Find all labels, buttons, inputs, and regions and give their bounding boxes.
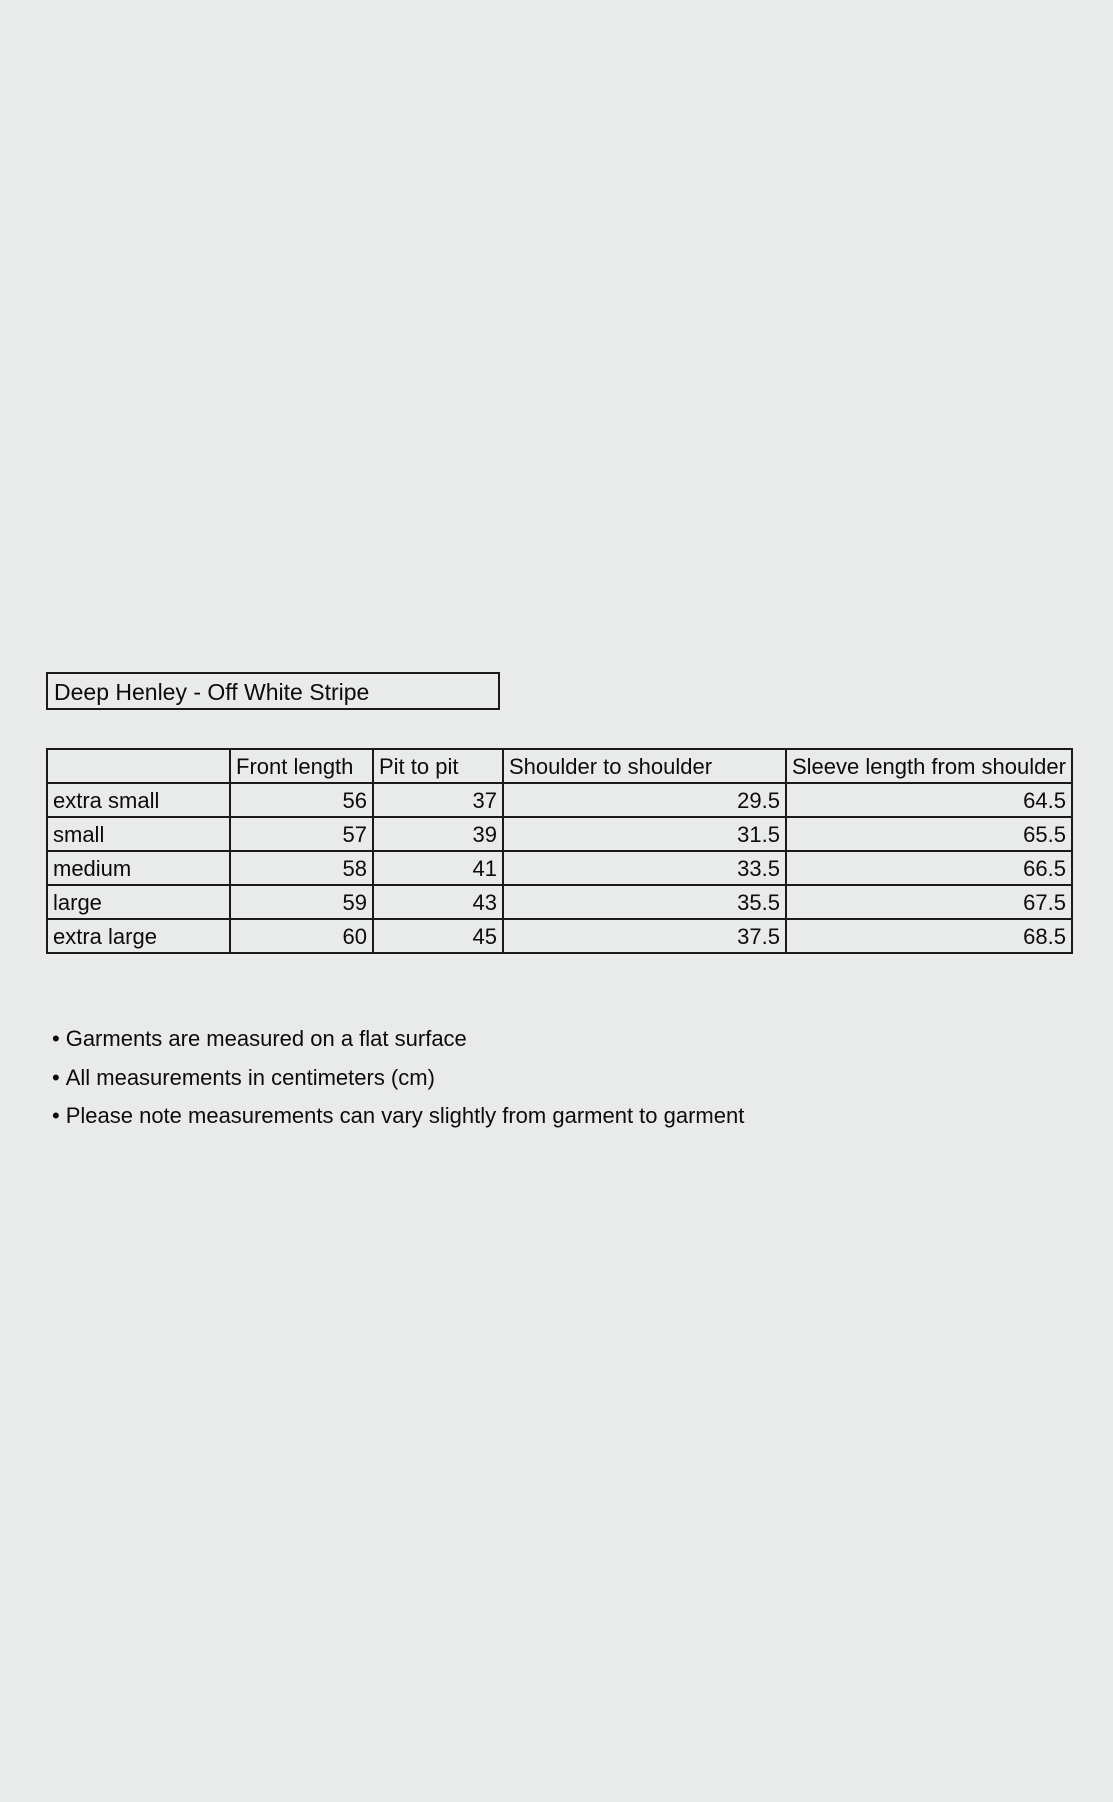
sleeve-value: 66.5: [786, 851, 1072, 885]
table-header-row: [47, 749, 1072, 783]
product-title: Deep Henley - Off White Stripe: [46, 672, 500, 710]
pit-to-pit-value: 43: [373, 885, 503, 919]
sleeve-value: 65.5: [786, 817, 1072, 851]
front-length-value: 59: [230, 885, 373, 919]
sleeve-value: 64.5: [786, 783, 1072, 817]
note-item: [52, 1020, 744, 1059]
table-row: [47, 783, 1072, 817]
header-pit-to-pit: Pit to pit: [373, 749, 503, 783]
measurement-notes: [52, 1020, 744, 1136]
shoulder-value: 37.5: [503, 919, 786, 953]
pit-to-pit-value: 41: [373, 851, 503, 885]
table-row: [47, 885, 1072, 919]
note-text: All measurements in centimeters (cm): [65, 1064, 435, 1090]
note-text: Garments are measured on a flat surface: [65, 1026, 467, 1051]
front-length-value: 56: [230, 783, 373, 817]
size-label: medium: [47, 851, 230, 885]
note-text: Please note measurements can vary slightly from garment to garment: [65, 1103, 745, 1128]
note-item: [52, 1059, 744, 1098]
sleeve-value: 68.5: [786, 919, 1072, 953]
size-chart-table: [46, 748, 1073, 954]
size-label: small: [47, 817, 230, 851]
front-length-value: 60: [230, 919, 373, 953]
shoulder-value: 35.5: [503, 885, 786, 919]
bullet-icon: •: [52, 1064, 60, 1090]
shoulder-value: 29.5: [503, 783, 786, 817]
front-length-value: 58: [230, 851, 373, 885]
sleeve-value: 67.5: [786, 885, 1072, 919]
header-sleeve-length: Sleeve length from shoulder: [786, 749, 1072, 783]
shoulder-value: 33.5: [503, 851, 786, 885]
header-shoulder-to-shoulder: Shoulder to shoulder: [503, 749, 786, 783]
size-label: large: [47, 885, 230, 919]
note-item: [52, 1097, 744, 1136]
pit-to-pit-value: 37: [373, 783, 503, 817]
table-row: [47, 851, 1072, 885]
pit-to-pit-value: 39: [373, 817, 503, 851]
front-length-value: 57: [230, 817, 373, 851]
bullet-icon: •: [52, 1103, 60, 1128]
size-label: extra small: [47, 783, 230, 817]
shoulder-value: 31.5: [503, 817, 786, 851]
header-corner-cell: [47, 749, 230, 783]
size-label: extra large: [47, 919, 230, 953]
header-front-length: Front length: [230, 749, 373, 783]
pit-to-pit-value: 45: [373, 919, 503, 953]
table-row: [47, 919, 1072, 953]
table-row: [47, 817, 1072, 851]
bullet-icon: •: [52, 1026, 60, 1051]
